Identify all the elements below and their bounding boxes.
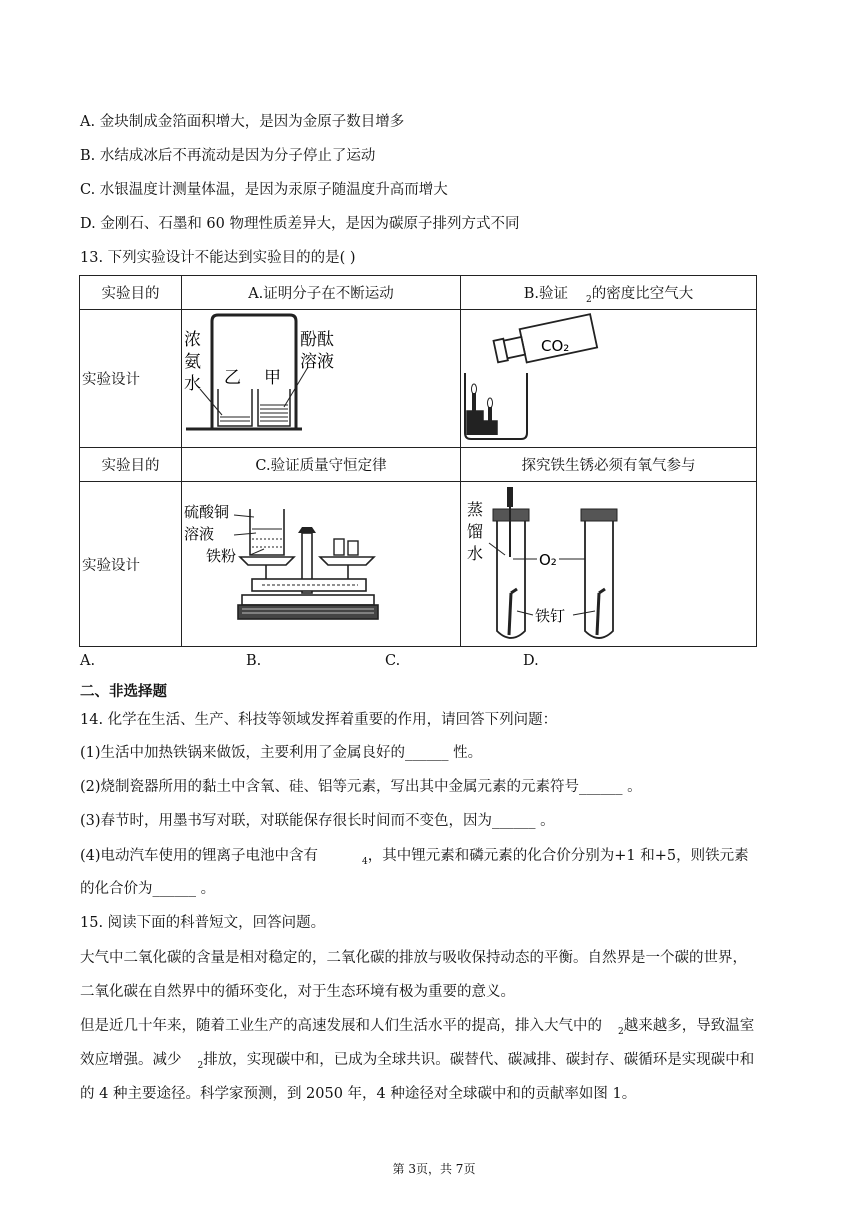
weight-2: [348, 541, 358, 555]
stair-stand: [467, 411, 497, 435]
beaker-left: [250, 509, 284, 555]
label-copper-sulfate-1: 硫酸铜: [184, 502, 230, 521]
weight-1: [334, 539, 344, 555]
row3-cell-c: C.验证质量守恒定律: [182, 448, 461, 482]
row1-cell-b: [461, 276, 757, 310]
q12-option-d: D. 金刚石、石墨和 60 物理性质差异大，是因为碳原子排列方式不同: [80, 216, 520, 232]
label-conc-ammonia-1: 浓: [184, 329, 201, 350]
row2-label: 实验设计: [80, 310, 182, 448]
label-beaker-yi: 乙: [224, 367, 241, 388]
beaker-jia: [258, 389, 290, 426]
row4-label: 实验设计: [80, 482, 182, 647]
q14-part-3: (3)春节时，用墨书写对联，对联能保存很长时间而不变色，因为______ 。: [80, 813, 555, 829]
q15-para1-line2: 二氧化碳在自然界中的循环变化，对于生态环境有极为重要的意义。: [80, 984, 515, 1000]
row1-cell-a: A.证明分子在不断运动: [182, 276, 461, 310]
figure-d-rust: [461, 483, 756, 646]
answer-b: B.: [246, 653, 262, 669]
q12-option-b: B. 水结成冰后不再流动是因为分子停止了运动: [80, 148, 376, 164]
q15-p2-l1-pre: 但是近几十年来，随着工业生产的高速发展和人们生活水平的提高，排入大气中的: [80, 1018, 602, 1034]
row1-label: 实验目的: [80, 276, 182, 310]
experiment-table: [79, 275, 757, 647]
q12-option-a: A. 金块制成金箔面积增大，是因为金原子数目增多: [80, 114, 405, 130]
answer-a: A.: [80, 653, 96, 669]
label-copper-sulfate-2: 溶液: [184, 524, 215, 543]
dropper: [507, 487, 513, 507]
nail-right: [597, 593, 599, 635]
q14-part-4: [80, 846, 749, 868]
cell-b-pre: B.验证: [523, 286, 569, 302]
q15-para2-line2: [80, 1050, 754, 1072]
figure-c-balance: [182, 483, 460, 646]
label-iron-powder: 铁粉: [206, 546, 237, 565]
cell-b-post: 的密度比空气大: [591, 286, 694, 302]
q14-p4-sub: 4: [362, 857, 368, 867]
q15-p2-l1-post: 越来越多，导致温室: [623, 1018, 755, 1034]
label-distilled-water-3: 水: [467, 543, 484, 563]
label-co2: CO₂: [541, 336, 570, 355]
section-heading: 二、非选择题: [80, 683, 167, 700]
q15-stem: 15. 阅读下面的科普短文，回答问题。: [80, 915, 326, 931]
figure-a-cell: [182, 310, 461, 448]
q14-p4-post: ，其中锂元素和磷元素的化合价分别为+1 和+5，则铁元素: [367, 848, 749, 864]
q15-p2-l2-pre: 效应增强。减少: [80, 1052, 182, 1068]
q12-option-c: C. 水银温度计测量体温，是因为汞原子随温度升高而增大: [80, 182, 448, 198]
candle-upper: [472, 393, 476, 411]
q15-para2-line1: [80, 1016, 754, 1038]
figure-c-cell: [182, 482, 461, 647]
cell-b-sub: 2: [586, 295, 592, 305]
row3-label: 实验目的: [80, 448, 182, 482]
q14-part-2: (2)烧制瓷器所用的黏土中含氧、硅、铝等元素，写出其中金属元素的元素符号______ 。: [80, 779, 642, 795]
label-phenolphthalein-1: 酚酞: [300, 329, 334, 350]
q15-p2-l1-sub: 2: [618, 1027, 624, 1037]
flame-upper: [472, 384, 477, 394]
beaker-yi: [218, 389, 252, 426]
label-distilled-water-1: 蒸: [467, 499, 484, 519]
stopper-right: [581, 509, 617, 521]
figure-d-cell: [461, 482, 757, 647]
label-distilled-water-2: 馏: [467, 521, 484, 541]
label-beaker-jia: 甲: [264, 367, 281, 388]
pan-left: [240, 557, 294, 565]
label-oxygen: O₂: [539, 550, 557, 569]
page-footer: 第 3页，共 7页: [392, 1162, 476, 1176]
nail-left: [509, 593, 511, 635]
label-conc-ammonia-2: 氨: [184, 351, 201, 372]
q15-p2-l2-post: 排放，实现碳中和，已成为全球共识。碳替代、碳减排、碳封存、碳循环是实现碳中和: [203, 1052, 755, 1068]
q15-para1-line1: 大气中二氧化碳的含量是相对稳定的，二氧化碳的排放与吸收保持动态的平衡。自然界是一个碳的世界，: [80, 950, 747, 966]
q14-p4-pre: (4)电动汽车使用的锂离子电池中含有: [80, 848, 319, 864]
answer-d: D.: [523, 653, 539, 669]
label-conc-ammonia-3: 水: [184, 373, 201, 394]
row3-cell-d: 探究铁生锈必须有氧气参与: [461, 448, 757, 482]
figure-b-cell: [461, 310, 757, 448]
balance-base-top: [242, 595, 374, 605]
figure-a-diffusion: [182, 311, 460, 447]
q14-part-1: (1)生活中加热铁锅来做饭，主要利用了金属良好的______ 性。: [80, 745, 483, 761]
label-iron-nail: 铁钉: [535, 606, 566, 625]
q14-stem: 14. 化学在生活、生产、科技等领域发挥着重要的作用，请回答下列问题：: [80, 712, 558, 728]
balance-base: [238, 605, 378, 619]
answer-c: C.: [385, 653, 401, 669]
q14-part-4-cont: 的化合价为______ 。: [80, 881, 216, 897]
pan-right: [320, 557, 374, 565]
candle-lower: [488, 407, 492, 421]
label-phenolphthalein-2: 溶液: [300, 351, 334, 372]
q15-para2-line3: 的 4 种主要途径。科学家预测，到 2050 年，4 种途径对全球碳中和的贡献率如图 1。: [80, 1086, 637, 1102]
figure-b-co2-density: [461, 311, 756, 447]
flame-lower: [488, 398, 493, 408]
q13-stem: 13. 下列实验设计不能达到实验目的的是( ): [80, 250, 356, 266]
q15-p2-l2-sub: 2: [197, 1061, 204, 1071]
